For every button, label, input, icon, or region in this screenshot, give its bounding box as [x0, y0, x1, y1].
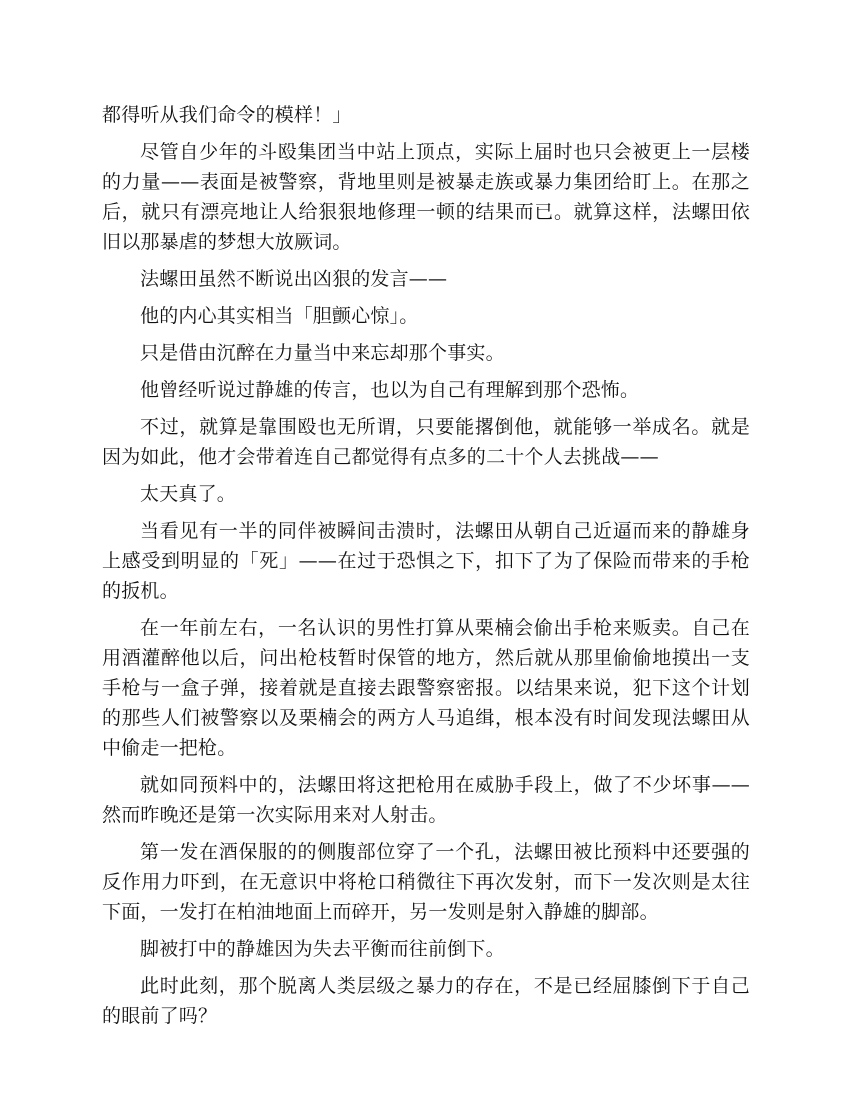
paragraph-7: 不过，就算是靠围殴也无所谓，只要能撂倒他，就能够一举成名。就是因为如此，他才会带着连自己都觉得有点多的二十个人去挑战—— — [102, 416, 750, 468]
paragraph-6: 他曾经听说过静雄的传言，也以为自己有理解到那个恐怖。 — [140, 379, 640, 401]
paragraph-13: 脚被打中的静雄因为失去平衡而往前倒下。 — [140, 938, 505, 960]
paragraph-1: 都得听从我们命令的模样！」 — [102, 104, 352, 126]
paragraph-10: 在一年前左右，一名认识的男性打算从栗楠会偷出手枪来贩卖。自己在用酒灌醉他以后，问出枪枝暂时保管的地方，然后就从那里偷偷地摸出一支手枪与一盒子弹，接着就是直接去跟警察密报。以结果来说，犯下这个计划的那些人们被警察以及栗楠会的两方人马追缉，根本没有时间发现法螺田从中偷走一把枪。 — [102, 617, 750, 759]
paragraph-9: 当看见有一半的同伴被瞬间击溃时，法螺田从朝自己近逼而来的静雄身上感受到明显的「死」——在过于恐惧之下，扣下了为了保险而带来的手枪的扳机。 — [102, 520, 750, 602]
paragraph-8: 太天真了。 — [140, 483, 237, 505]
paragraph-2: 尽管自少年的斗殴集团当中站上顶点，实际上届时也只会被更上一层楼的力量——表面是被警察，背地里则是被暴走族或暴力集团给盯上。在那之后，就只有漂亮地让人给狠狠地修理一顿的结果而已。就算这样，法螺田依旧以那暴虐的梦想大放厥词。 — [102, 141, 750, 253]
novel-page — [102, 100, 750, 1038]
paragraph-12: 第一发在酒保服的的侧腹部位穿了一个孔，法螺田被比预料中还要强的反作用力吓到，在无意识中将枪口稍微往下再次发射，而下一发次则是太往下面，一发打在柏油地面上而碎开，另一发则是射入静雄的脚部。 — [102, 841, 750, 923]
paragraph-11: 就如同预料中的，法螺田将这把枪用在威胁手段上，做了不少坏事——然而昨晚还是第一次实际用来对人射击。 — [102, 774, 750, 826]
paragraph-4: 他的内心其实相当「胆颤心惊」。 — [140, 305, 419, 327]
paragraph-3: 法螺田虽然不断说出凶狠的发言—— — [140, 268, 448, 290]
paragraph-14: 此时此刻，那个脱离人类层级之暴力的存在，不是已经屈膝倒下于自己的眼前了吗？ — [102, 975, 750, 1027]
paragraph-5: 只是借由沉醉在力量当中来忘却那个事实。 — [140, 342, 505, 364]
